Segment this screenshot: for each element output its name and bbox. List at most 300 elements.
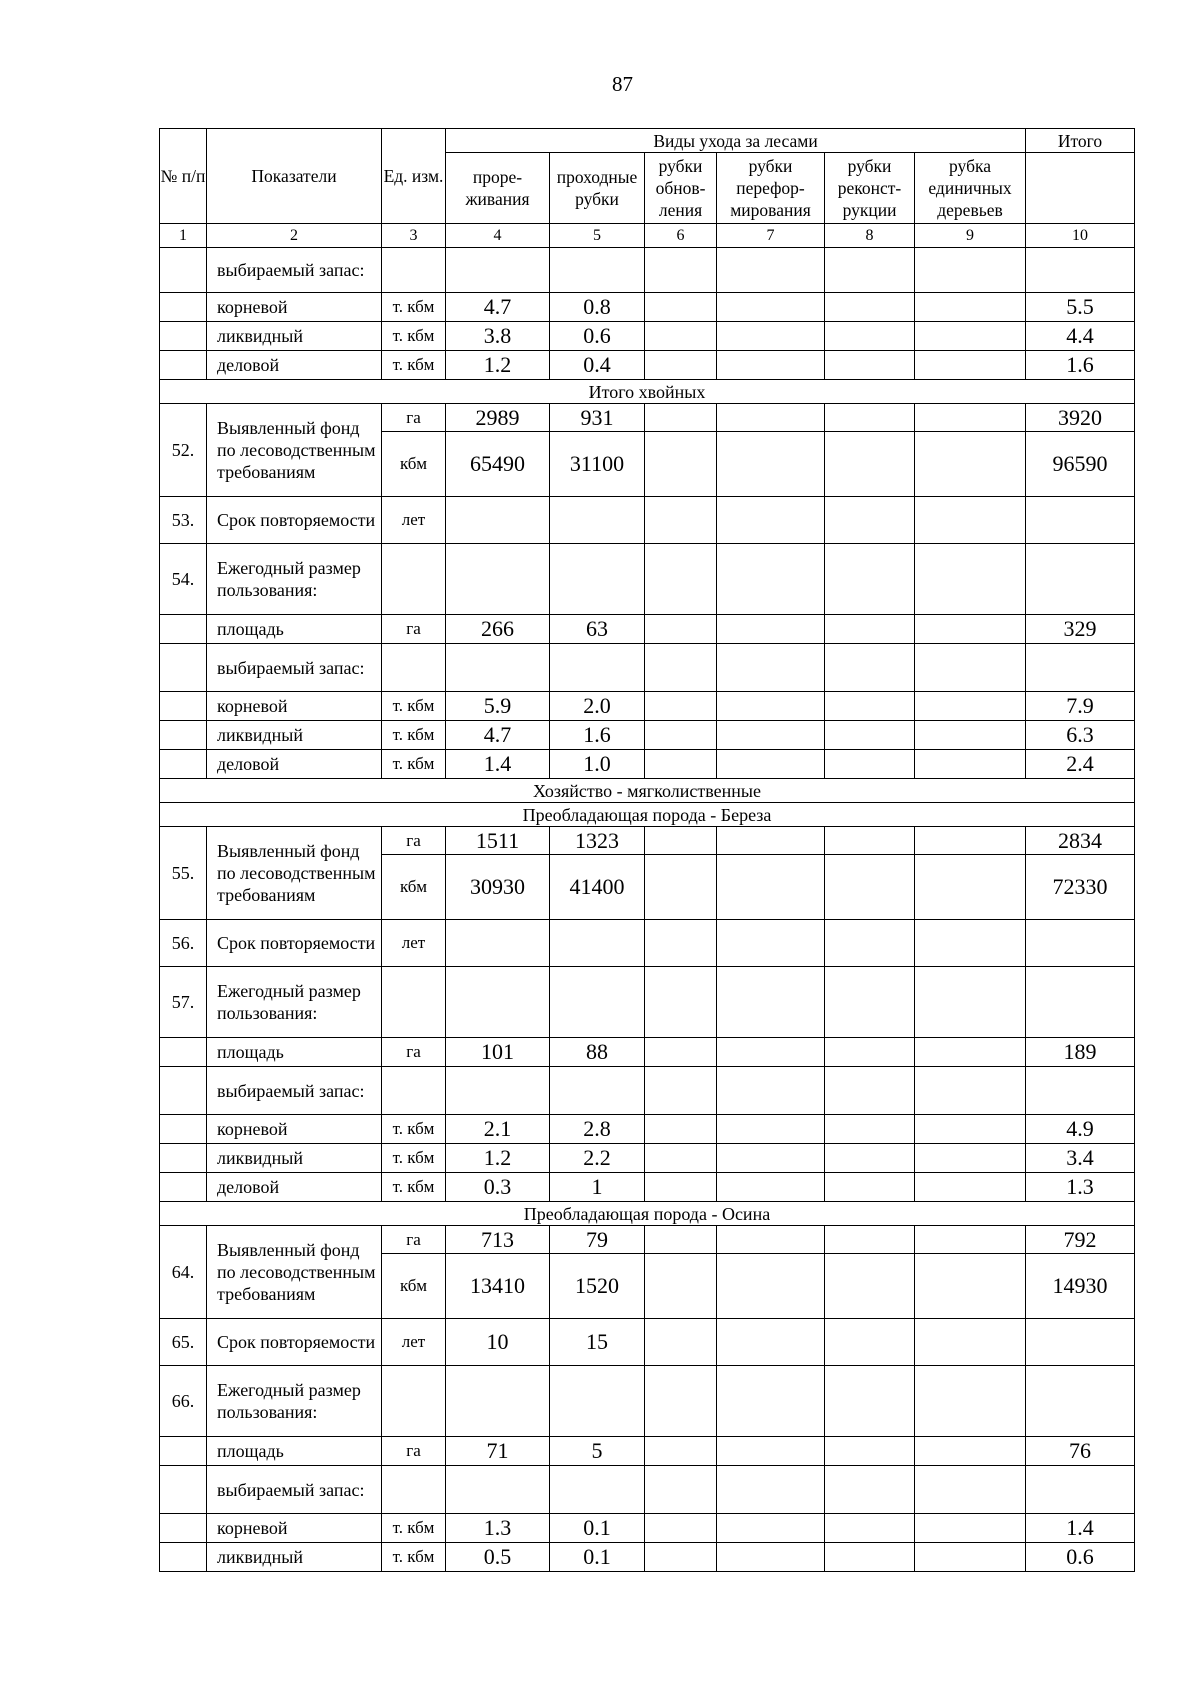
- table-row: [160, 721, 1135, 750]
- value-cell: [825, 404, 915, 432]
- indicator-name: Ежегодный размер пользования:: [207, 967, 382, 1038]
- table-row: [160, 827, 1135, 855]
- value-cell: 1.2: [446, 1144, 550, 1173]
- value-cell: [915, 750, 1026, 779]
- value-cell: 79: [550, 1226, 645, 1254]
- value-cell: [645, 351, 717, 380]
- indicator-name: Выявленный фонд по лесоводственным требованиям: [207, 1226, 382, 1319]
- total-cell: 189: [1026, 1038, 1135, 1067]
- value-cell: [645, 1319, 717, 1366]
- row-number: [160, 1466, 207, 1514]
- value-cell: [717, 692, 825, 721]
- value-cell: 41400: [550, 855, 645, 920]
- unit: га: [382, 827, 446, 855]
- row-number: 64.: [160, 1226, 207, 1319]
- value-cell: [645, 1144, 717, 1173]
- unit: т. кбм: [382, 692, 446, 721]
- value-cell: [645, 544, 717, 615]
- value-cell: [915, 497, 1026, 544]
- value-cell: [825, 855, 915, 920]
- value-cell: [645, 1543, 717, 1572]
- row-number: [160, 1437, 207, 1466]
- unit: т. кбм: [382, 1173, 446, 1202]
- value-cell: [717, 1254, 825, 1319]
- table-row: [160, 1226, 1135, 1254]
- value-cell: [717, 248, 825, 293]
- value-cell: 71: [446, 1437, 550, 1466]
- value-cell: [825, 1466, 915, 1514]
- total-cell: [1026, 544, 1135, 615]
- table-row: [160, 1038, 1135, 1067]
- value-cell: [915, 721, 1026, 750]
- value-cell: [915, 432, 1026, 497]
- indicator-name: Срок повторяемости: [207, 1319, 382, 1366]
- row-number: 57.: [160, 967, 207, 1038]
- value-cell: [645, 1226, 717, 1254]
- value-cell: [915, 644, 1026, 692]
- value-cell: [825, 432, 915, 497]
- col-number: 5: [550, 224, 645, 248]
- unit: т. кбм: [382, 351, 446, 380]
- header-num: № п/п: [160, 129, 207, 224]
- value-cell: [915, 404, 1026, 432]
- row-number: [160, 615, 207, 644]
- header-col-single-trees: рубка единичных деревьев: [915, 153, 1026, 224]
- row-number: 55.: [160, 827, 207, 920]
- value-cell: [645, 497, 717, 544]
- unit: [382, 967, 446, 1038]
- value-cell: [645, 432, 717, 497]
- table-body: [160, 248, 1135, 1572]
- value-cell: [825, 750, 915, 779]
- header-col-renewal: рубки обнов-ления: [645, 153, 717, 224]
- value-cell: 30930: [446, 855, 550, 920]
- value-cell: [717, 1466, 825, 1514]
- value-cell: [717, 855, 825, 920]
- header-col-reconstruction: рубки реконст-рукции: [825, 153, 915, 224]
- value-cell: [717, 1514, 825, 1543]
- total-cell: [1026, 248, 1135, 293]
- value-cell: [717, 293, 825, 322]
- value-cell: 1520: [550, 1254, 645, 1319]
- value-cell: [717, 644, 825, 692]
- value-cell: [825, 1038, 915, 1067]
- value-cell: [825, 1514, 915, 1543]
- unit: т. кбм: [382, 1543, 446, 1572]
- value-cell: [550, 1067, 645, 1115]
- value-cell: [645, 721, 717, 750]
- value-cell: [645, 293, 717, 322]
- section-row: [160, 803, 1135, 827]
- row-number: 53.: [160, 497, 207, 544]
- value-cell: [446, 1366, 550, 1437]
- value-cell: 0.8: [550, 293, 645, 322]
- value-cell: [446, 248, 550, 293]
- value-cell: 101: [446, 1038, 550, 1067]
- forest-care-table: [159, 128, 1135, 1572]
- value-cell: [550, 967, 645, 1038]
- section-row: [160, 380, 1135, 404]
- value-cell: [717, 1226, 825, 1254]
- value-cell: [915, 615, 1026, 644]
- unit: кбм: [382, 855, 446, 920]
- value-cell: [915, 920, 1026, 967]
- value-cell: 0.6: [550, 322, 645, 351]
- value-cell: [717, 1366, 825, 1437]
- page-number: 87: [612, 72, 633, 96]
- value-cell: [446, 497, 550, 544]
- row-number: 65.: [160, 1319, 207, 1366]
- total-cell: 0.6: [1026, 1543, 1135, 1572]
- indicator-name: корневой: [207, 1115, 382, 1144]
- value-cell: [915, 248, 1026, 293]
- value-cell: [825, 1319, 915, 1366]
- table-row: [160, 644, 1135, 692]
- value-cell: 3.8: [446, 322, 550, 351]
- table-row: [160, 322, 1135, 351]
- unit: [382, 1366, 446, 1437]
- value-cell: [645, 1115, 717, 1144]
- value-cell: [915, 293, 1026, 322]
- value-cell: [915, 1067, 1026, 1115]
- value-cell: [825, 827, 915, 855]
- value-cell: [717, 404, 825, 432]
- value-cell: [645, 1254, 717, 1319]
- value-cell: 2989: [446, 404, 550, 432]
- table-row: [160, 967, 1135, 1038]
- value-cell: 4.7: [446, 293, 550, 322]
- row-number: [160, 248, 207, 293]
- unit: га: [382, 1437, 446, 1466]
- value-cell: [915, 967, 1026, 1038]
- table-row: [160, 1514, 1135, 1543]
- table-row: [160, 1115, 1135, 1144]
- row-number: [160, 322, 207, 351]
- value-cell: 1.3: [446, 1514, 550, 1543]
- value-cell: 10: [446, 1319, 550, 1366]
- unit: лет: [382, 1319, 446, 1366]
- unit: лет: [382, 920, 446, 967]
- table-row: [160, 248, 1135, 293]
- value-cell: 0.4: [550, 351, 645, 380]
- value-cell: [825, 644, 915, 692]
- indicator-name: деловой: [207, 1173, 382, 1202]
- value-cell: [446, 967, 550, 1038]
- value-cell: [825, 497, 915, 544]
- value-cell: [915, 1514, 1026, 1543]
- value-cell: [915, 1144, 1026, 1173]
- value-cell: [645, 1038, 717, 1067]
- value-cell: [645, 750, 717, 779]
- value-cell: [915, 1543, 1026, 1572]
- section-title: Преобладающая порода - Осина: [160, 1202, 1135, 1226]
- total-cell: [1026, 497, 1135, 544]
- indicator-name: выбираемый запас:: [207, 644, 382, 692]
- total-cell: 4.4: [1026, 322, 1135, 351]
- unit: га: [382, 1226, 446, 1254]
- row-number: [160, 351, 207, 380]
- value-cell: [717, 544, 825, 615]
- unit: т. кбм: [382, 721, 446, 750]
- value-cell: [915, 1437, 1026, 1466]
- value-cell: [717, 1173, 825, 1202]
- value-cell: 4.7: [446, 721, 550, 750]
- value-cell: 63: [550, 615, 645, 644]
- indicator-name: ликвидный: [207, 1144, 382, 1173]
- value-cell: [717, 1319, 825, 1366]
- value-cell: [550, 544, 645, 615]
- unit: [382, 644, 446, 692]
- indicator-name: корневой: [207, 692, 382, 721]
- value-cell: [915, 1319, 1026, 1366]
- value-cell: [915, 544, 1026, 615]
- value-cell: [645, 1366, 717, 1437]
- total-cell: 2834: [1026, 827, 1135, 855]
- value-cell: [915, 322, 1026, 351]
- value-cell: 266: [446, 615, 550, 644]
- value-cell: [717, 1543, 825, 1572]
- value-cell: [446, 544, 550, 615]
- table-row: [160, 1366, 1135, 1437]
- row-number: [160, 644, 207, 692]
- value-cell: [645, 827, 717, 855]
- value-cell: [915, 827, 1026, 855]
- table-row: [160, 1144, 1135, 1173]
- value-cell: [915, 1254, 1026, 1319]
- value-cell: [645, 920, 717, 967]
- value-cell: 2.1: [446, 1115, 550, 1144]
- total-cell: 7.9: [1026, 692, 1135, 721]
- value-cell: [717, 497, 825, 544]
- total-cell: [1026, 1319, 1135, 1366]
- value-cell: [915, 351, 1026, 380]
- header-col-reformation: рубки перефор-мирования: [717, 153, 825, 224]
- indicator-name: выбираемый запас:: [207, 248, 382, 293]
- value-cell: [825, 1067, 915, 1115]
- row-number: [160, 1144, 207, 1173]
- value-cell: 1: [550, 1173, 645, 1202]
- table-row: [160, 544, 1135, 615]
- indicator-name: корневой: [207, 293, 382, 322]
- unit: [382, 544, 446, 615]
- value-cell: [645, 322, 717, 351]
- section-title: Итого хвойных: [160, 380, 1135, 404]
- value-cell: [915, 1173, 1026, 1202]
- value-cell: 1323: [550, 827, 645, 855]
- row-number: [160, 1038, 207, 1067]
- header-col-passing-cuts: проходные рубки: [550, 153, 645, 224]
- indicator-name: выбираемый запас:: [207, 1466, 382, 1514]
- total-cell: [1026, 967, 1135, 1038]
- column-numbers-row: [160, 224, 1135, 248]
- value-cell: 0.3: [446, 1173, 550, 1202]
- indicator-name: площадь: [207, 1437, 382, 1466]
- value-cell: 5.9: [446, 692, 550, 721]
- value-cell: [446, 920, 550, 967]
- col-number: 6: [645, 224, 717, 248]
- value-cell: [717, 827, 825, 855]
- value-cell: [825, 615, 915, 644]
- row-number: 52.: [160, 404, 207, 497]
- table-row: [160, 293, 1135, 322]
- value-cell: [825, 1144, 915, 1173]
- indicator-name: выбираемый запас:: [207, 1067, 382, 1115]
- value-cell: [915, 692, 1026, 721]
- value-cell: [645, 1437, 717, 1466]
- indicator-name: ликвидный: [207, 322, 382, 351]
- table-row: [160, 404, 1135, 432]
- value-cell: [717, 1115, 825, 1144]
- value-cell: 15: [550, 1319, 645, 1366]
- value-cell: 0.1: [550, 1514, 645, 1543]
- section-title: Хозяйство - мягколиственные: [160, 779, 1135, 803]
- table-row: [160, 615, 1135, 644]
- header-care-types: Виды ухода за лесами: [446, 129, 1026, 153]
- indicator-name: ликвидный: [207, 1543, 382, 1572]
- total-cell: 3920: [1026, 404, 1135, 432]
- value-cell: 31100: [550, 432, 645, 497]
- row-number: 66.: [160, 1366, 207, 1437]
- value-cell: 1.6: [550, 721, 645, 750]
- value-cell: [915, 1226, 1026, 1254]
- table-row: [160, 497, 1135, 544]
- value-cell: [825, 544, 915, 615]
- row-number: 54.: [160, 544, 207, 615]
- unit: т. кбм: [382, 1115, 446, 1144]
- value-cell: [717, 1144, 825, 1173]
- value-cell: [717, 351, 825, 380]
- value-cell: [550, 497, 645, 544]
- col-number: 8: [825, 224, 915, 248]
- value-cell: [717, 1038, 825, 1067]
- section-title: Преобладающая порода - Береза: [160, 803, 1135, 827]
- unit: [382, 1067, 446, 1115]
- unit: т. кбм: [382, 322, 446, 351]
- total-cell: 14930: [1026, 1254, 1135, 1319]
- table-row: [160, 1173, 1135, 1202]
- col-number: 10: [1026, 224, 1135, 248]
- value-cell: 713: [446, 1226, 550, 1254]
- value-cell: [550, 920, 645, 967]
- total-cell: 76: [1026, 1437, 1135, 1466]
- unit: т. кбм: [382, 1144, 446, 1173]
- table-row: [160, 692, 1135, 721]
- total-cell: 6.3: [1026, 721, 1135, 750]
- row-number: [160, 721, 207, 750]
- value-cell: [717, 615, 825, 644]
- value-cell: 0.1: [550, 1543, 645, 1572]
- value-cell: [825, 248, 915, 293]
- row-number: [160, 1543, 207, 1572]
- table-row: [160, 1466, 1135, 1514]
- value-cell: [915, 855, 1026, 920]
- col-number: 2: [207, 224, 382, 248]
- unit: кбм: [382, 432, 446, 497]
- total-cell: 96590: [1026, 432, 1135, 497]
- value-cell: [645, 615, 717, 644]
- value-cell: [645, 644, 717, 692]
- row-number: [160, 1115, 207, 1144]
- value-cell: 1511: [446, 827, 550, 855]
- total-cell: [1026, 920, 1135, 967]
- indicator-name: площадь: [207, 615, 382, 644]
- indicator-name: Ежегодный размер пользования:: [207, 544, 382, 615]
- value-cell: [446, 1466, 550, 1514]
- value-cell: [645, 1173, 717, 1202]
- value-cell: [915, 1115, 1026, 1144]
- total-cell: 329: [1026, 615, 1135, 644]
- value-cell: [915, 1038, 1026, 1067]
- value-cell: [645, 248, 717, 293]
- value-cell: 5: [550, 1437, 645, 1466]
- value-cell: 0.5: [446, 1543, 550, 1572]
- value-cell: [717, 967, 825, 1038]
- indicator-name: площадь: [207, 1038, 382, 1067]
- row-number: [160, 1514, 207, 1543]
- value-cell: [825, 967, 915, 1038]
- total-cell: [1026, 1067, 1135, 1115]
- value-cell: [825, 920, 915, 967]
- unit: га: [382, 404, 446, 432]
- total-cell: 1.6: [1026, 351, 1135, 380]
- unit: га: [382, 1038, 446, 1067]
- col-number: 9: [915, 224, 1026, 248]
- header-unit: Ед. изм.: [382, 129, 446, 224]
- indicator-name: Ежегодный размер пользования:: [207, 1366, 382, 1437]
- value-cell: [825, 1173, 915, 1202]
- row-number: [160, 1173, 207, 1202]
- value-cell: [915, 1366, 1026, 1437]
- value-cell: [645, 1067, 717, 1115]
- row-number: [160, 692, 207, 721]
- total-cell: 1.3: [1026, 1173, 1135, 1202]
- total-cell: 4.9: [1026, 1115, 1135, 1144]
- section-row: [160, 779, 1135, 803]
- col-number: 7: [717, 224, 825, 248]
- header-col-thinning: проре-живания: [446, 153, 550, 224]
- value-cell: [825, 293, 915, 322]
- unit: кбм: [382, 1254, 446, 1319]
- indicator-name: Срок повторяемости: [207, 497, 382, 544]
- row-number: [160, 1067, 207, 1115]
- header-total: Итого: [1026, 129, 1135, 153]
- value-cell: [717, 1067, 825, 1115]
- value-cell: [717, 750, 825, 779]
- table-row: [160, 1437, 1135, 1466]
- indicator-name: ликвидный: [207, 721, 382, 750]
- unit: т. кбм: [382, 1514, 446, 1543]
- table-row: [160, 750, 1135, 779]
- total-cell: 2.4: [1026, 750, 1135, 779]
- col-number: 1: [160, 224, 207, 248]
- value-cell: 2.2: [550, 1144, 645, 1173]
- total-cell: [1026, 644, 1135, 692]
- total-cell: 3.4: [1026, 1144, 1135, 1173]
- value-cell: [717, 322, 825, 351]
- value-cell: [550, 644, 645, 692]
- value-cell: [825, 1437, 915, 1466]
- section-row: [160, 1202, 1135, 1226]
- indicator-name: Срок повторяемости: [207, 920, 382, 967]
- value-cell: [825, 1543, 915, 1572]
- indicator-name: Выявленный фонд по лесоводственным требованиям: [207, 827, 382, 920]
- col-number: 3: [382, 224, 446, 248]
- value-cell: [446, 1067, 550, 1115]
- unit: га: [382, 615, 446, 644]
- value-cell: [717, 432, 825, 497]
- value-cell: [550, 1366, 645, 1437]
- value-cell: [825, 692, 915, 721]
